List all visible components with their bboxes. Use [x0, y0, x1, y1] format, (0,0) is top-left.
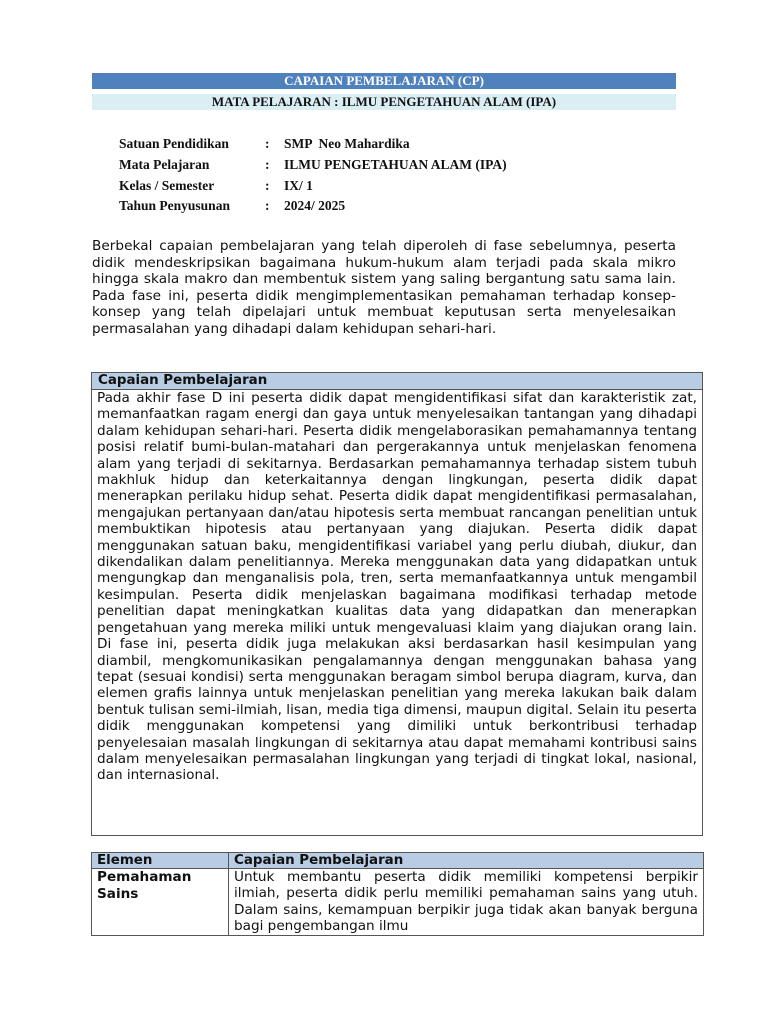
info-row-satuan-pendidikan	[119, 134, 507, 155]
info-value: ILMU PENGETAHUAN ALAM (IPA)	[284, 157, 507, 173]
capaian-pembelajaran-box	[91, 372, 703, 836]
elements-table-header-row	[92, 853, 704, 869]
capaian-cell: Untuk membantu peserta didik memiliki kompetensi berpikir ilmiah, peserta didik perlu memiliki pemahaman sains yang utuh. Dalam sains, kemampuan berpikir juga tidak akan banyak berguna bagi pengembangan ilmu	[229, 869, 704, 936]
intro-paragraph: Berbekal capaian pembelajaran yang telah diperoleh di fase sebelumnya, peserta didik mendeskripsikan bagaimana hukum-hukum alam terjadi pada skala mikro hingga skala makro dan membentuk sistem yang saling bergantung satu sama lain. Pada fase ini, peserta didik mengimplementasikan pemahaman terhadap konsep-konsep yang telah dipelajari untuk membuat keputusan serta menyelesaikan permasalahan yang dihadapi dalam kehidupan sehari-hari.	[92, 238, 676, 337]
elements-table	[91, 852, 704, 936]
info-label: Mata Pelajaran	[119, 157, 210, 173]
capaian-pembelajaran-body: Pada akhir fase D ini peserta didik dapat mengidentifikasi sifat dan karakteristik zat, memanfaatkan ragam energi dan gaya untuk menyelesaikan tantangan yang dihadapi dalam kehidupan sehari-hari. Peserta didik mengelaborasikan pemahamannya tentang posisi relatif bumi-bulan-matahari dan pergerakannya untuk menjelaskan fenomena alam yang terjadi di sekitarnya. Berdasarkan pemahamannya terhadap sistem tubuh makhluk hidup dan keterkaitannya dengan lingkungan, peserta didik dapat menerapkan perilaku hidup sehat. Peserta didik dapat mengidentifikasi permasalahan, mengajukan pertanyaan dan/atau hipotesis serta membuat rancangan penelitian untuk membuktikan hipotesis atau pertanyaan yang diajukan. Peserta didik dapat menggunakan satuan baku, mengidentifikasi variabel yang perlu diubah, diukur, dan dikendalikan dalam penelitiannya. Mereka menggunakan data yang didapatkan untuk mengungkap dan menganalisis pola, tren, serta memanfaatkannya untuk mengambil kesimpulan. Peserta didik menjelaskan bagaimana modifikasi terhadap metode penelitian dapat meningkatkan kualitas data yang didapatkan dan menerapkan pengetahuan yang mereka miliki untuk mengevaluasi klaim yang diajukan orang lain. Di fase ini, peserta didik juga melakukan aksi berdasarkan hasil kesimpulan yang diambil, mengkomunikasikan pengalamannya dengan menggunakan bahasa yang tepat (sesuai kondisi) serta menggunakan beragam simbol berupa diagram, kurva, dan elemen grafis lainnya untuk menjelaskan penelitian yang mereka lakukan baik dalam bentuk tulisan semi-ilmiah, lisan, media tiga dimensi, maupun digital. Selain itu peserta didik menggunakan kompetensi yang dimiliki untuk berkontribusi terhadap penyelesaian masalah lingkungan di sekitarnya atau dapat memahami kontribusi sains dalam menyelesaikan permasalahan lingkungan yang terjadi di tingkat lokal, nasional, dan internasional.	[97, 390, 697, 784]
info-colon: :	[265, 136, 270, 152]
info-value: SMP Neo Mahardika	[284, 136, 410, 152]
info-colon: :	[265, 177, 270, 193]
info-label: Kelas / Semester	[119, 177, 215, 193]
elemen-cell: Pemahaman Sains	[92, 869, 229, 936]
column-header-capaian: Capaian Pembelajaran	[229, 853, 704, 869]
subject-heading: MATA PELAJARAN : ILMU PENGETAHUAN ALAM (IPA)	[92, 94, 676, 110]
info-colon: :	[265, 198, 270, 214]
info-value: 2024/ 2025	[284, 198, 346, 214]
info-table	[119, 134, 507, 217]
info-label: Tahun Penyusunan	[119, 198, 230, 214]
capaian-pembelajaran-header: Capaian Pembelajaran	[92, 373, 702, 390]
table-row	[92, 869, 704, 936]
info-row-kelas-semester	[119, 175, 507, 196]
column-header-elemen: Elemen	[92, 853, 229, 869]
info-colon: :	[265, 157, 270, 173]
info-row-tahun-penyusunan	[119, 196, 507, 217]
info-row-mata-pelajaran	[119, 155, 507, 176]
info-value: IX/ 1	[284, 177, 313, 193]
info-label: Satuan Pendidikan	[119, 136, 229, 152]
document-title: CAPAIAN PEMBELAJARAN (CP)	[92, 73, 676, 89]
